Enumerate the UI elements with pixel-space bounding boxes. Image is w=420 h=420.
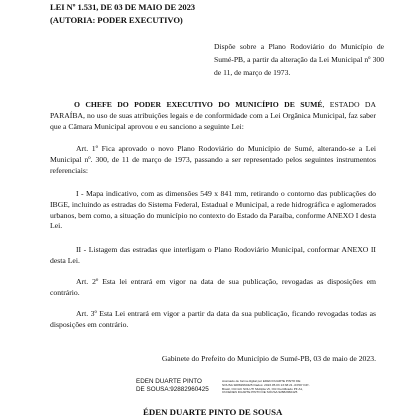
preamble-authority: O CHEFE DO PODER EXECUTIVO DO MUNICÍPIO DE SUMÉ [74,100,323,109]
preamble-paragraph [50,100,376,132]
law-title: LEI Nº 1.531, DE 03 DE MAIO DE 2023 [50,2,195,12]
article-2: Art. 2º Esta lei entrará em vigor na data de sua publicação, revogadas as disposições em contrário. [50,277,376,297]
law-ementa: Dispõe sobre a Plano Rodoviário do Município de Sumé-PB, a partir da alteração da Lei Municipal nº 300 de 11, de março de 1973. [214,42,384,77]
article-3: Art. 3º Esta Lei entrará em vigor a partir da data da sua publicação, ficando revogadas todas as disposições em contrário. [50,309,376,329]
article-1: Art. 1º Fica aprovado o novo Plano Rodoviário do Município de Sumé, alterando-se a Lei Municipal nº. 300, de 11 de março de 1973, passando a ser representado pelos seguintes instrumentos referenciais: [50,144,376,175]
digital-signature-block [136,378,310,408]
digital-signature-name: EDEN DUARTE PINTO DE SOUSA:92882960425 [136,378,209,393]
digital-signature-certificate: Assinado de forma digital por EDEN DUARTE PINTO DE SOUSA:92882960425 Dados: 2023.05.03 13:38:21 -03'00' ICP-Brasil, OU=AC SOLUTI Multipla v5, OU=Certificado PF A1, CN=EDEN DUARTE PINTO DE SOUSA:92882960425 [222,379,310,395]
article-1-item-i: I - Mapa indicativo, com as dimensões 549 x 841 mm, retirando o contorno das publicações do IBGE, incluindo as estradas do Sistema Federal, Estadual e Municipal, a rede hidrográfica e aglomerados urbanos, bem como, a situação do município no contexto do Estado da Paraíba, conforme ANEXO I desta Lei. [50,189,376,231]
law-authorship: (AUTORIA: PODER EXECUTIVO) [50,15,183,25]
closing-place-date: Gabinete do Prefeito do Município de Sumé-PB, 03 de maio de 2023. [161,354,376,363]
signer-printed-name: ÉDEN DUARTE PINTO DE SOUSA [143,407,283,417]
preamble-text: , ESTADO DA PARAÍBA, no uso de suas atribuições legais e de conformidade com a Lei Orgânica Municipal, faz saber que a Câmara Municipal aprovou e eu sanciono a seguinte Lei: [50,100,376,131]
article-1-item-ii: II - Listagem das estradas que interligam o Plano Rodoviário Municipal, conformar ANEXO II desta Lei. [50,245,376,265]
